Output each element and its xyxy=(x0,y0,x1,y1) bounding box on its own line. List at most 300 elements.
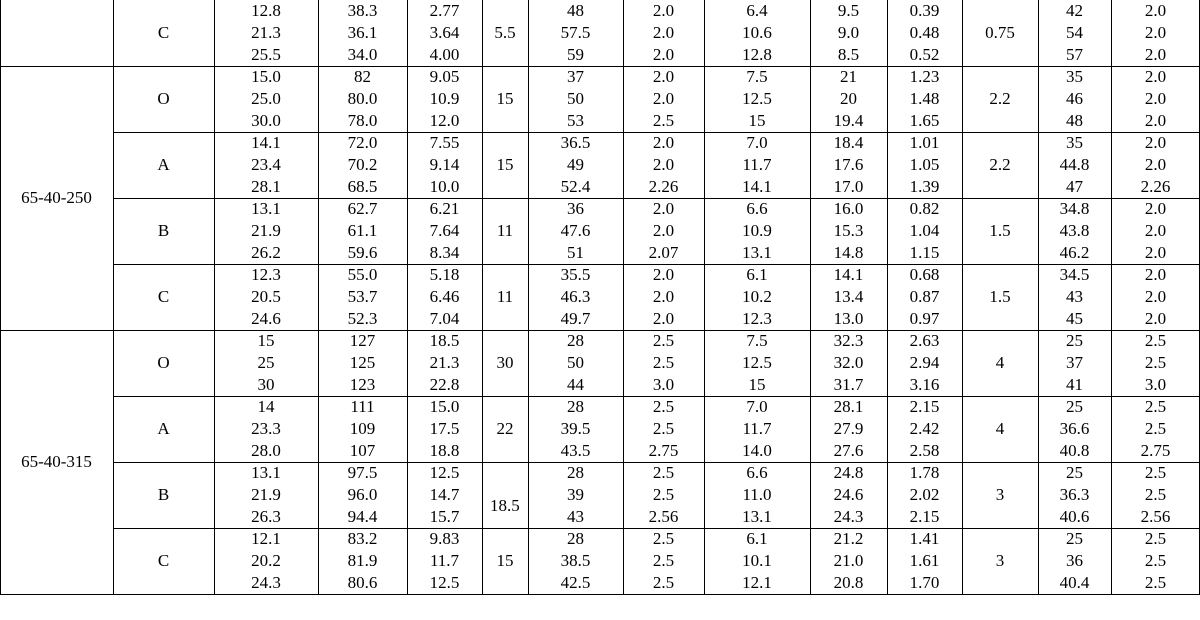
cell-value: 44.8 xyxy=(1059,155,1090,174)
cell-value: 52.4 xyxy=(560,177,591,196)
cell-value: 2.0 xyxy=(652,309,675,328)
cell-text: O xyxy=(157,353,170,372)
cell-value: 2.0 xyxy=(1144,133,1167,152)
cell-value: 25 xyxy=(257,353,275,372)
cell-value: 59.6 xyxy=(347,243,378,262)
cell-value: 32.3 xyxy=(833,331,864,350)
cell-value: 40.8 xyxy=(1059,441,1090,460)
cell-value: 28.1 xyxy=(833,397,864,416)
cell-shaft-power-2 xyxy=(887,198,962,264)
cell-text: O xyxy=(157,89,170,108)
column-rule xyxy=(887,0,888,595)
cell-shaft-power-2 xyxy=(887,66,962,132)
cell-flow xyxy=(214,66,318,132)
column-rule xyxy=(214,0,215,595)
cell-value: 28 xyxy=(567,463,584,482)
cell-value: 43.5 xyxy=(560,441,591,460)
cell-shaft-power-2 xyxy=(887,396,962,462)
cell-value: 38.5 xyxy=(560,551,591,570)
cell-value: 34.0 xyxy=(347,45,378,64)
cell-efficiency-2 xyxy=(1038,264,1111,330)
cell-value: 36.1 xyxy=(347,23,378,42)
cell-value: 28 xyxy=(567,331,584,350)
column-rule xyxy=(528,0,529,595)
cell-value: 2.5 xyxy=(1144,551,1167,570)
cell-shaft-power-2 xyxy=(887,528,962,594)
cell-npsh-2 xyxy=(1111,0,1200,66)
cell-value: 27.9 xyxy=(833,419,864,438)
cell-value: 12.0 xyxy=(429,111,460,130)
column-rule xyxy=(318,0,319,595)
cell-value: 17.6 xyxy=(833,155,864,174)
cell-value: 11.0 xyxy=(742,485,772,504)
cell-shaft-power-2 xyxy=(887,264,962,330)
cell-npsh-2 xyxy=(1111,198,1200,264)
model-label: 65-40-315 xyxy=(21,452,92,471)
cell-value: 9.5 xyxy=(837,1,860,20)
cell-value: 2.5 xyxy=(652,551,675,570)
cell-efficiency-2 xyxy=(1038,198,1111,264)
cell-value: 2.0 xyxy=(652,155,675,174)
cell-motor-power xyxy=(482,396,528,462)
cell-value: 32.0 xyxy=(833,353,864,372)
cell-head xyxy=(318,66,407,132)
cell-value: 10.9 xyxy=(429,89,460,108)
cell-value: 2.0 xyxy=(1144,89,1167,108)
cell-text: 18.5 xyxy=(490,496,520,515)
cell-value: 2.0 xyxy=(1144,23,1167,42)
cell-value: 2.0 xyxy=(1144,155,1167,174)
cell-value: 13.0 xyxy=(833,309,864,328)
cell-shaft-power-2 xyxy=(887,0,962,66)
cell-value: 11.7 xyxy=(742,155,772,174)
cell-text: A xyxy=(157,155,170,174)
row-rule xyxy=(113,396,1200,397)
cell-value: 72.0 xyxy=(347,133,378,152)
cell-value: 14.1 xyxy=(833,265,864,284)
cell-value: 14.1 xyxy=(742,177,772,196)
cell-value: 9.14 xyxy=(429,155,460,174)
cell-value: 2.0 xyxy=(1144,243,1167,262)
cell-efficiency xyxy=(528,132,623,198)
cell-value: 18.5 xyxy=(429,331,460,350)
cell-flow-m3h xyxy=(704,66,810,132)
cell-value: 2.5 xyxy=(652,397,675,416)
cell-value: 47.6 xyxy=(560,221,591,240)
cell-value: 10.9 xyxy=(742,221,772,240)
cell-value: 45 xyxy=(1066,309,1083,328)
cell-value: 52.3 xyxy=(347,309,378,328)
cell-value: 39.5 xyxy=(560,419,591,438)
cell-npsh xyxy=(623,66,704,132)
cell-value: 2.5 xyxy=(1144,463,1167,482)
cell-efficiency xyxy=(528,462,623,528)
cell-motor-power xyxy=(482,0,528,66)
cell-value: 35.5 xyxy=(560,265,591,284)
row-rule xyxy=(0,330,1200,331)
cell-value: 13.1 xyxy=(742,243,772,262)
cell-type xyxy=(113,0,214,66)
cell-value: 12.5 xyxy=(742,353,772,372)
cell-npsh xyxy=(623,0,704,66)
cell-value: 2.5 xyxy=(1144,419,1167,438)
cell-value: 2.0 xyxy=(1144,67,1167,86)
cell-value: 24.6 xyxy=(251,309,281,328)
cell-value: 36 xyxy=(1066,551,1083,570)
cell-value: 9.0 xyxy=(837,23,860,42)
cell-value: 1.15 xyxy=(909,243,940,262)
cell-head xyxy=(318,462,407,528)
column-rule xyxy=(1111,0,1112,595)
cell-value: 2.0 xyxy=(652,89,675,108)
cell-value: 40.6 xyxy=(1059,507,1090,526)
cell-value: 30.0 xyxy=(251,111,281,130)
cell-value: 6.6 xyxy=(746,463,768,482)
cell-value: 40.4 xyxy=(1059,573,1090,592)
cell-value: 2.5 xyxy=(1144,573,1167,592)
cell-flow xyxy=(214,528,318,594)
cell-value: 2.0 xyxy=(652,67,675,86)
cell-value: 2.0 xyxy=(652,287,675,306)
cell-flow xyxy=(214,396,318,462)
column-rule xyxy=(407,0,408,595)
cell-value: 49.7 xyxy=(560,309,591,328)
cell-value: 21.2 xyxy=(833,529,864,548)
cell-value: 2.5 xyxy=(652,353,675,372)
cell-value: 12.5 xyxy=(429,463,460,482)
cell-efficiency xyxy=(528,66,623,132)
cell-value: 34.8 xyxy=(1059,199,1090,218)
cell-text: 11 xyxy=(496,287,514,306)
cell-shaft-power xyxy=(407,264,482,330)
cell-value: 2.0 xyxy=(1144,287,1167,306)
cell-text: B xyxy=(157,221,170,240)
cell-value: 35 xyxy=(1066,67,1083,86)
cell-value: 14.1 xyxy=(251,133,281,152)
cell-shaft-power xyxy=(407,396,482,462)
cell-value: 15.0 xyxy=(429,397,460,416)
cell-efficiency-2 xyxy=(1038,330,1111,396)
cell-text: C xyxy=(157,551,170,570)
cell-efficiency-2 xyxy=(1038,0,1111,66)
cell-value: 20.5 xyxy=(251,287,281,306)
cell-value: 20.8 xyxy=(833,573,864,592)
row-rule xyxy=(0,66,1200,67)
cell-head-2 xyxy=(810,0,887,66)
cell-motor-power xyxy=(482,132,528,198)
cell-value: 59 xyxy=(567,45,584,64)
cell-value: 17.0 xyxy=(833,177,864,196)
cell-value: 25 xyxy=(1066,397,1083,416)
cell-value: 82 xyxy=(354,67,371,86)
cell-text: 22 xyxy=(496,419,514,438)
cell-shaft-power xyxy=(407,132,482,198)
cell-value: 0.48 xyxy=(909,23,940,42)
cell-value: 2.15 xyxy=(909,507,940,526)
cell-value: 2.02 xyxy=(909,485,940,504)
cell-value: 28 xyxy=(567,529,584,548)
column-rule xyxy=(482,0,483,595)
cell-value: 3.16 xyxy=(909,375,940,394)
cell-value: 2.5 xyxy=(652,485,675,504)
cell-value: 2.58 xyxy=(909,441,940,460)
cell-value: 7.0 xyxy=(746,397,768,416)
cell-flow xyxy=(214,462,318,528)
cell-shaft-power xyxy=(407,528,482,594)
cell-head xyxy=(318,132,407,198)
cell-value: 14.0 xyxy=(742,441,772,460)
cell-type xyxy=(113,396,214,462)
cell-value: 37 xyxy=(567,67,584,86)
cell-value: 43 xyxy=(567,507,584,526)
cell-motor-power-2 xyxy=(962,396,1038,462)
cell-value: 80.6 xyxy=(347,573,378,592)
cell-text: 4 xyxy=(995,353,1005,372)
cell-text: 5.5 xyxy=(494,23,516,42)
cell-npsh-2 xyxy=(1111,264,1200,330)
cell-value: 1.70 xyxy=(909,573,940,592)
cell-motor-power-2 xyxy=(962,198,1038,264)
cell-value: 53.7 xyxy=(347,287,378,306)
cell-value: 0.39 xyxy=(909,1,940,20)
cell-value: 2.5 xyxy=(1144,331,1167,350)
cell-value: 0.97 xyxy=(909,309,940,328)
cell-value: 9.05 xyxy=(429,67,460,86)
cell-value: 43.8 xyxy=(1059,221,1090,240)
cell-value: 2.5 xyxy=(1144,353,1167,372)
cell-value: 2.0 xyxy=(652,265,675,284)
cell-value: 12.3 xyxy=(742,309,772,328)
cell-efficiency-2 xyxy=(1038,66,1111,132)
column-rule xyxy=(0,0,1,595)
cell-efficiency-2 xyxy=(1038,132,1111,198)
cell-value: 7.5 xyxy=(746,67,768,86)
cell-value: 10.1 xyxy=(742,551,772,570)
cell-npsh xyxy=(623,528,704,594)
cell-value: 5.18 xyxy=(429,265,460,284)
row-rule xyxy=(0,594,1200,595)
cell-efficiency xyxy=(528,396,623,462)
cell-head-2 xyxy=(810,66,887,132)
cell-value: 2.0 xyxy=(652,133,675,152)
row-rule xyxy=(113,198,1200,199)
cell-motor-power-2 xyxy=(962,462,1038,528)
cell-value: 22.8 xyxy=(429,375,460,394)
cell-npsh-2 xyxy=(1111,66,1200,132)
cell-value: 25.0 xyxy=(251,89,281,108)
cell-flow-m3h xyxy=(704,264,810,330)
cell-motor-power xyxy=(482,462,528,528)
cell-value: 123 xyxy=(349,375,376,394)
cell-value: 15 xyxy=(748,111,766,130)
cell-head-2 xyxy=(810,396,887,462)
cell-value: 20 xyxy=(840,89,857,108)
column-rule xyxy=(113,0,114,595)
cell-efficiency xyxy=(528,198,623,264)
cell-value: 46.3 xyxy=(560,287,591,306)
cell-flow xyxy=(214,0,318,66)
cell-head xyxy=(318,198,407,264)
cell-value: 53 xyxy=(567,111,584,130)
cell-type xyxy=(113,528,214,594)
cell-value: 2.0 xyxy=(1144,199,1167,218)
cell-value: 6.21 xyxy=(429,199,460,218)
cell-value: 61.1 xyxy=(347,221,378,240)
column-rule xyxy=(1038,0,1039,595)
cell-value: 21 xyxy=(840,67,857,86)
cell-value: 2.5 xyxy=(652,573,675,592)
cell-value: 3.64 xyxy=(429,23,460,42)
cell-value: 2.0 xyxy=(1144,111,1167,130)
cell-npsh-2 xyxy=(1111,132,1200,198)
cell-head-2 xyxy=(810,198,887,264)
cell-npsh-2 xyxy=(1111,330,1200,396)
cell-value: 1.39 xyxy=(909,177,940,196)
cell-value: 36.3 xyxy=(1059,485,1090,504)
cell-head-2 xyxy=(810,330,887,396)
cell-type xyxy=(113,198,214,264)
cell-value: 2.0 xyxy=(1144,221,1167,240)
cell-motor-power-2 xyxy=(962,528,1038,594)
cell-value: 10.2 xyxy=(742,287,772,306)
cell-value: 30 xyxy=(257,375,275,394)
cell-npsh xyxy=(623,198,704,264)
cell-npsh xyxy=(623,264,704,330)
cell-value: 1.04 xyxy=(909,221,940,240)
cell-value: 18.8 xyxy=(429,441,460,460)
cell-type xyxy=(113,132,214,198)
cell-value: 27.6 xyxy=(833,441,864,460)
cell-value: 94.4 xyxy=(347,507,378,526)
cell-value: 2.0 xyxy=(1144,1,1167,20)
cell-shaft-power xyxy=(407,330,482,396)
cell-flow-m3h xyxy=(704,0,810,66)
cell-flow xyxy=(214,264,318,330)
cell-value: 24.8 xyxy=(833,463,864,482)
cell-value: 8.34 xyxy=(429,243,460,262)
cell-text: 15 xyxy=(496,551,514,570)
cell-value: 20.2 xyxy=(251,551,281,570)
cell-value: 21.3 xyxy=(429,353,460,372)
cell-value: 42 xyxy=(1066,1,1083,20)
cell-value: 6.6 xyxy=(746,199,768,218)
cell-head-2 xyxy=(810,132,887,198)
cell-value: 55.0 xyxy=(347,265,378,284)
cell-value: 11.7 xyxy=(742,419,772,438)
cell-value: 80.0 xyxy=(347,89,378,108)
cell-value: 2.15 xyxy=(909,397,940,416)
cell-value: 15 xyxy=(257,331,275,350)
cell-shaft-power-2 xyxy=(887,462,962,528)
cell-value: 50 xyxy=(567,353,584,372)
cell-text: 0.75 xyxy=(985,23,1015,42)
cell-value: 109 xyxy=(349,419,376,438)
cell-efficiency xyxy=(528,330,623,396)
cell-value: 12.3 xyxy=(251,265,281,284)
cell-text: 15 xyxy=(496,155,514,174)
cell-value: 12.8 xyxy=(742,45,772,64)
cell-value: 111 xyxy=(350,397,375,416)
cell-value: 2.0 xyxy=(652,199,675,218)
cell-motor-power xyxy=(482,66,528,132)
cell-value: 1.41 xyxy=(909,529,940,548)
cell-npsh-2 xyxy=(1111,462,1200,528)
cell-motor-power-2 xyxy=(962,264,1038,330)
cell-type xyxy=(113,264,214,330)
cell-value: 26.3 xyxy=(251,507,281,526)
cell-head xyxy=(318,0,407,66)
cell-text: 15 xyxy=(496,89,514,108)
cell-text: 3 xyxy=(995,551,1005,570)
cell-value: 1.61 xyxy=(909,551,940,570)
cell-value: 14.7 xyxy=(429,485,460,504)
cell-value: 6.1 xyxy=(746,529,768,548)
cell-value: 2.0 xyxy=(1144,265,1167,284)
cell-text: 4 xyxy=(995,419,1005,438)
column-rule xyxy=(962,0,963,595)
cell-value: 97.5 xyxy=(347,463,378,482)
cell-text: 2.2 xyxy=(989,155,1011,174)
cell-efficiency-2 xyxy=(1038,528,1111,594)
cell-text: 3 xyxy=(995,485,1005,504)
cell-text: B xyxy=(157,485,170,504)
cell-value: 83.2 xyxy=(347,529,378,548)
cell-value: 70.2 xyxy=(347,155,378,174)
cell-value: 21.9 xyxy=(251,485,281,504)
cell-value: 15.0 xyxy=(251,67,281,86)
cell-value: 68.5 xyxy=(347,177,378,196)
cell-value: 62.7 xyxy=(347,199,378,218)
cell-motor-power-2 xyxy=(962,132,1038,198)
cell-value: 14.8 xyxy=(833,243,864,262)
cell-value: 46 xyxy=(1066,89,1083,108)
cell-value: 2.56 xyxy=(1140,507,1171,526)
cell-shaft-power xyxy=(407,462,482,528)
cell-value: 57.5 xyxy=(560,23,591,42)
cell-text: C xyxy=(157,23,170,42)
cell-value: 12.1 xyxy=(251,529,281,548)
cell-value: 16.0 xyxy=(833,199,864,218)
row-rule xyxy=(113,462,1200,463)
cell-value: 2.26 xyxy=(648,177,679,196)
cell-value: 2.75 xyxy=(1140,441,1171,460)
cell-value: 2.5 xyxy=(652,111,675,130)
cell-value: 2.63 xyxy=(909,331,940,350)
cell-motor-power-2 xyxy=(962,66,1038,132)
cell-value: 7.55 xyxy=(429,133,460,152)
cell-efficiency-2 xyxy=(1038,396,1111,462)
cell-value: 13.1 xyxy=(251,463,281,482)
cell-value: 2.5 xyxy=(1144,485,1167,504)
cell-value: 19.4 xyxy=(833,111,864,130)
cell-head-2 xyxy=(810,264,887,330)
model-label: 65-40-250 xyxy=(21,188,92,207)
cell-type xyxy=(113,462,214,528)
cell-value: 0.52 xyxy=(909,45,940,64)
cell-motor-power-2 xyxy=(962,330,1038,396)
cell-value: 127 xyxy=(349,331,376,350)
cell-value: 0.82 xyxy=(909,199,940,218)
cell-value: 6.1 xyxy=(746,265,768,284)
cell-value: 50 xyxy=(567,89,584,108)
cell-npsh-2 xyxy=(1111,528,1200,594)
cell-value: 2.5 xyxy=(1144,529,1167,548)
cell-text: 1.5 xyxy=(989,287,1011,306)
cell-value: 54 xyxy=(1066,23,1083,42)
cell-head xyxy=(318,396,407,462)
cell-head-2 xyxy=(810,528,887,594)
cell-value: 2.0 xyxy=(1144,309,1167,328)
